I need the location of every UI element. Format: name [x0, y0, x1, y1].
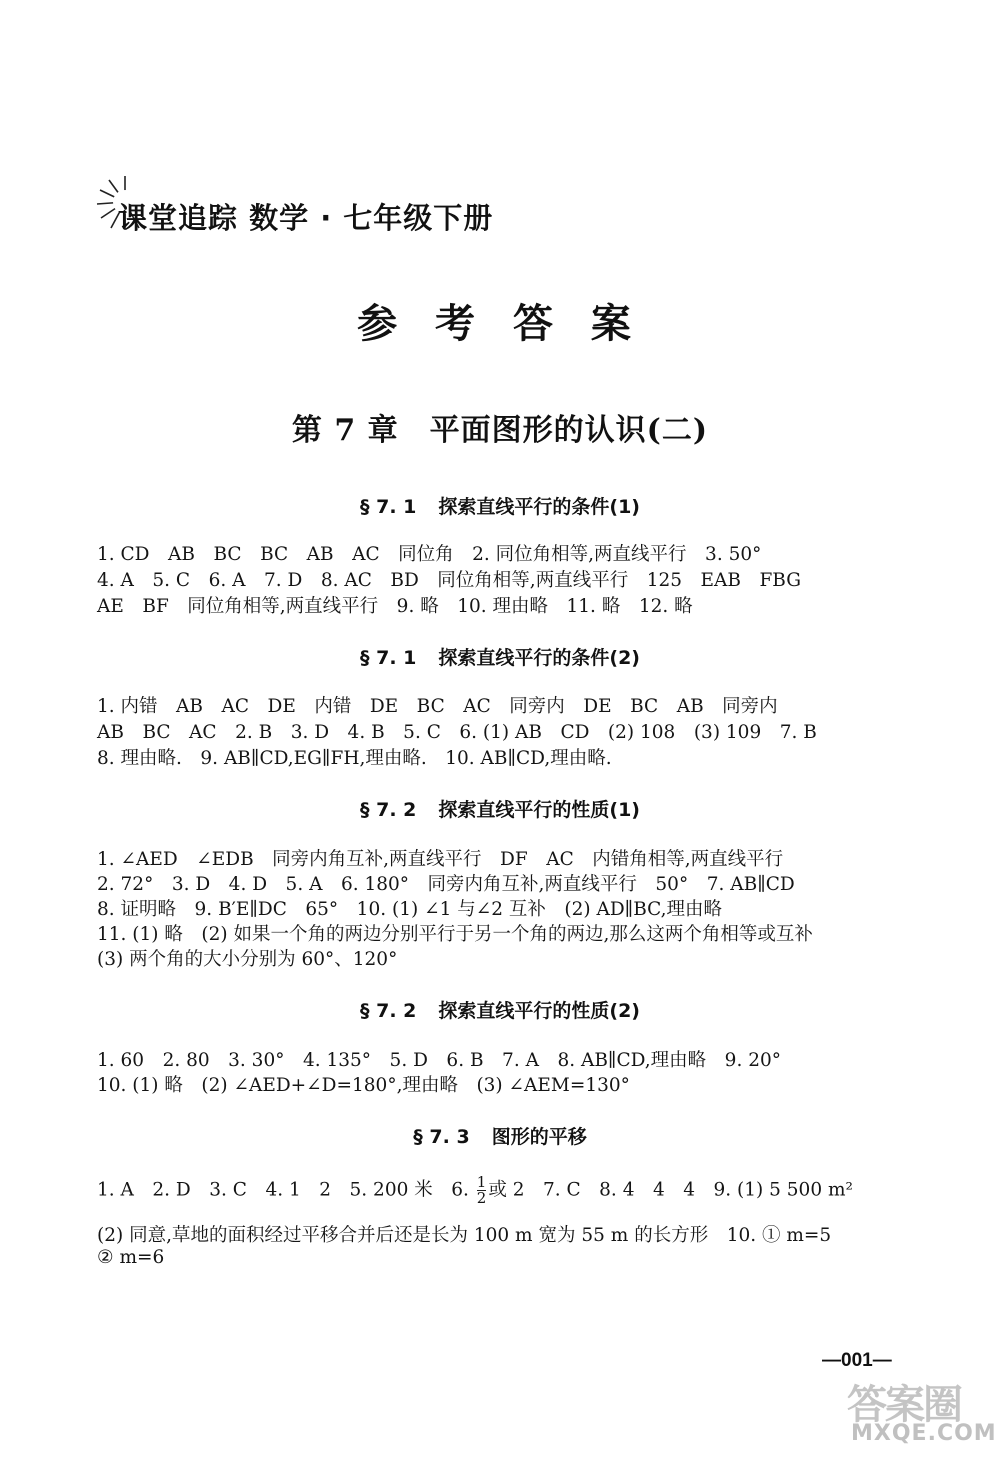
page-title: 参 考 答 案 — [357, 300, 643, 347]
answer-line: ② m=6 — [97, 1247, 165, 1268]
section-number: § 7. 2 — [360, 1000, 417, 1022]
answer-line: (3) 两个角的大小分别为 60°、120° — [97, 949, 398, 970]
fraction — [477, 1175, 487, 1206]
answer-line: AB BC AC 2. B 3. D 4. B 5. C 6. (1) AB CD (2) 108 (3) 109 7. B — [97, 722, 817, 743]
answer-line: 1. 60 2. 80 3. 30° 4. 135° 5. D 6. B 7. A 8. AB∥CD,理由略 9. 20° — [97, 1050, 782, 1071]
answer-line: 8. 理由略. 9. AB∥CD,EG∥FH,理由略. 10. AB∥CD,理由略. — [97, 748, 612, 769]
fraction-numerator: 1 — [476, 1173, 487, 1191]
section-title: 探索直线平行的条件(2) — [438, 647, 640, 669]
section-title: 图形的平移 — [491, 1126, 587, 1148]
watermark-url: MXQE.COM — [851, 1421, 997, 1446]
answer-line: 10. (1) 略 (2) ∠AED+∠D=180°,理由略 (3) ∠AEM=130° — [97, 1075, 630, 1096]
answer-line: 11. (1) 略 (2) 如果一个角的两边分别平行于另一个角的两边,那么这两个角相等或互补 — [97, 924, 813, 945]
section-heading — [0, 795, 1000, 822]
section-heading — [0, 492, 1000, 519]
chapter-title: 第 7 章 平面图形的认识(二) — [291, 413, 709, 448]
answer-text: 或 2 7. C 8. 4 4 4 9. (1) 5 500 m² — [488, 1179, 853, 1201]
section-title: 探索直线平行的性质(2) — [438, 1000, 640, 1022]
section-number: § 7. 1 — [360, 496, 417, 518]
section-number: § 7. 3 — [413, 1126, 470, 1148]
series-title: 课堂追踪 数学 · 七年级下册 — [118, 201, 494, 235]
section-heading — [0, 643, 1000, 670]
page-number: —001— — [822, 1350, 892, 1371]
watermark-logo: 答案圈 — [847, 1382, 961, 1428]
answer-line — [97, 1175, 853, 1206]
section-title: 探索直线平行的条件(1) — [438, 496, 640, 518]
fraction-denominator: 2 — [476, 1189, 487, 1207]
answer-line: 4. A 5. C 6. A 7. D 8. AC BD 同位角相等,两直线平行 125 EAB FBG — [97, 570, 802, 591]
section-title: 探索直线平行的性质(1) — [438, 799, 640, 821]
answer-line: 2. 72° 3. D 4. D 5. A 6. 180° 同旁内角互补,两直线平行 50° 7. AB∥CD — [97, 874, 795, 895]
answer-line: (2) 同意,草地的面积经过平移合并后还是长为 100 m 宽为 55 m 的长方形 10. ① m=5 — [97, 1225, 832, 1246]
answer-line: 1. CD AB BC BC AB AC 同位角 2. 同位角相等,两直线平行 3. 50° — [97, 544, 762, 565]
answer-line: 8. 证明略 9. B′E∥DC 65° 10. (1) ∠1 与∠2 互补 (2) AD∥BC,理由略 — [97, 899, 723, 920]
section-number: § 7. 2 — [360, 799, 417, 821]
answer-text: 1. A 2. D 3. C 4. 1 2 5. 200 米 6. — [97, 1179, 469, 1201]
watermark — [835, 1373, 997, 1455]
section-number: § 7. 1 — [360, 647, 417, 669]
section-heading — [0, 1122, 1000, 1149]
answer-line: 1. ∠AED ∠EDB 同旁内角互补,两直线平行 DF AC 内错角相等,两直线平行 — [97, 849, 784, 870]
answer-line: AE BF 同位角相等,两直线平行 9. 略 10. 理由略 11. 略 12. 略 — [97, 596, 693, 617]
section-heading — [0, 996, 1000, 1023]
answer-line: 1. 内错 AB AC DE 内错 DE BC AC 同旁内 DE BC AB 同旁内 — [97, 696, 778, 717]
